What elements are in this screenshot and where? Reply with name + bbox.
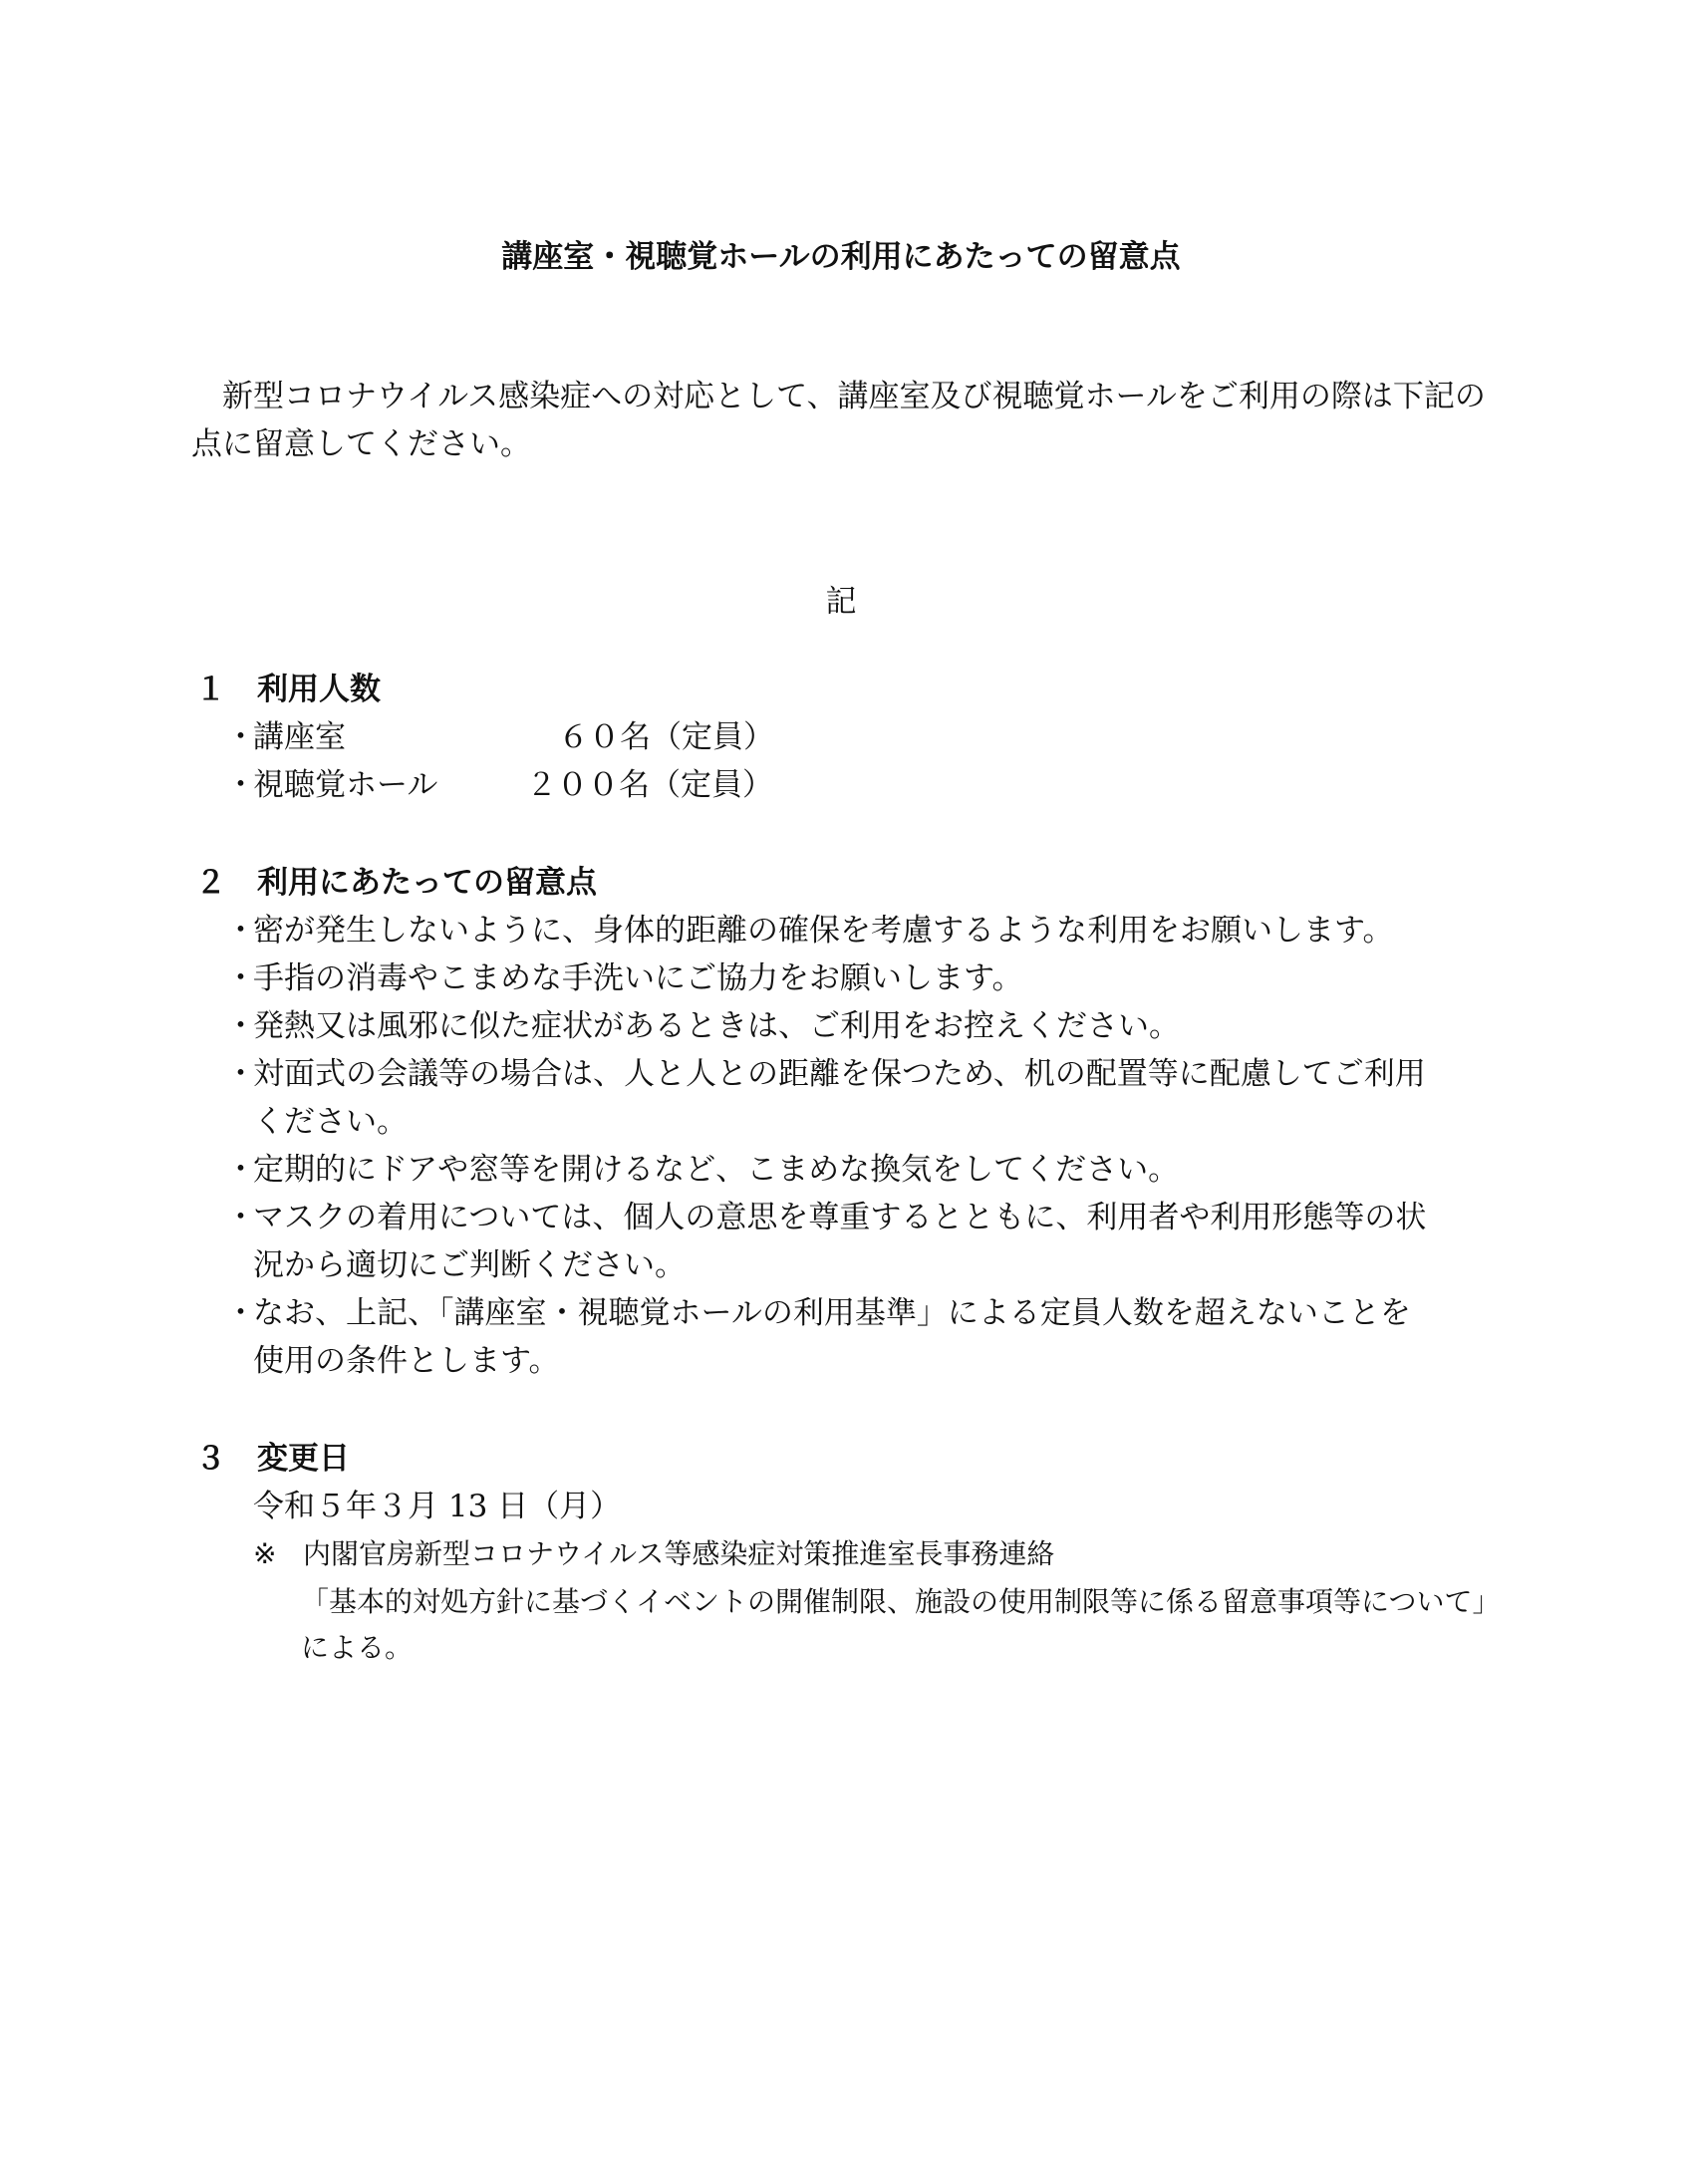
- list-item: ・なお、上記、「講座室・視聴覚ホールの利用基準」による定員人数を超えないことを: [225, 1295, 1411, 1331]
- capacity-value: ２００名（定員）: [526, 767, 773, 803]
- section-1-heading: [195, 670, 381, 709]
- section-2-number: ２: [195, 865, 226, 901]
- capacity-row-av-hall: ・視聴覚ホール: [225, 767, 438, 803]
- section-2-heading: [195, 863, 597, 903]
- section-2-title: 利用にあたっての留意点: [257, 865, 597, 901]
- section-3-number: ３: [195, 1441, 226, 1477]
- list-item: ・密が発生しないように、身体的距離の確保を考慮するような利用をお願いします。: [225, 913, 1394, 949]
- list-item: ・対面式の会議等の場合は、人と人との距離を保つため、机の配置等に配慮してご利用: [225, 1056, 1426, 1092]
- page-title: 講座室・視聴覚ホールの利用にあたっての留意点: [501, 239, 1181, 275]
- section-3-title: 変更日: [257, 1441, 350, 1477]
- list-item: ・定期的にドアや窓等を開けるなど、こまめな換気をしてください。: [225, 1152, 1180, 1188]
- list-item: ・発熱又は風邪に似た症状があるときは、ご利用をお控えください。: [225, 1008, 1180, 1044]
- list-item-continuation: ください。: [253, 1104, 408, 1140]
- room-name: 視聴覚ホール: [253, 767, 438, 803]
- capacity-value: ６０名（定員）: [558, 719, 774, 755]
- section-1-title: 利用人数: [257, 672, 381, 707]
- change-date: 令和５年３月 13 日（月）: [253, 1489, 622, 1524]
- note-mark: ※: [253, 1537, 277, 1570]
- note-line-2: 「基本的対処方針に基づくイベントの開催制限、施設の使用制限等に係る留意事項等について」: [301, 1585, 1501, 1618]
- list-item: ・手指の消毒やこまめな手洗いにご協力をお願いします。: [225, 960, 1023, 996]
- section-3-heading: [195, 1439, 350, 1479]
- ki-marker: 記: [825, 584, 857, 620]
- list-item-continuation: 況から適切にご判断ください。: [253, 1247, 686, 1283]
- capacity-row-lecture-room: ・講座室: [225, 719, 346, 755]
- section-1-number: １: [195, 672, 226, 707]
- list-item-continuation: 使用の条件とします。: [253, 1343, 560, 1379]
- intro-paragraph: 新型コロナウイルス感染症への対応として、講座室及び視聴覚ホールをご利用の際は下記の点に留意してください。: [191, 379, 1486, 462]
- note-line-1: ※ 内閣官房新型コロナウイルス等感染症対策推進室長事務連絡: [253, 1534, 1054, 1574]
- list-item: ・マスクの着用については、個人の意思を尊重するとともに、利用者や利用形態等の状: [225, 1200, 1427, 1235]
- room-name: 講座室: [253, 719, 346, 755]
- note-line-3: による。: [301, 1631, 414, 1664]
